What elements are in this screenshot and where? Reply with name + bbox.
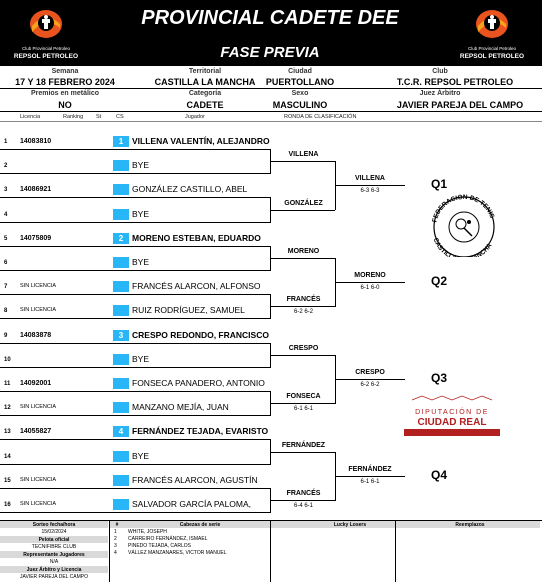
label-sexo: Sexo (291, 90, 309, 97)
bracket-line (270, 210, 335, 211)
draw-position: 16 (4, 502, 11, 508)
qualifier-label: Q1 (431, 177, 448, 192)
player-name: BYE (132, 160, 150, 171)
bracket-line (0, 318, 130, 319)
bracket-line (0, 391, 130, 392)
divider (395, 520, 396, 582)
footer-seed-number: 1 (114, 529, 117, 535)
player-name: FRANCÉS ALARCON, AGUSTÍN (132, 474, 258, 485)
bracket-line (130, 222, 270, 223)
bracket-line (270, 306, 335, 307)
qualifier-name: MORENO (354, 272, 386, 280)
bracket-line (130, 439, 270, 440)
seed-box-empty (113, 160, 129, 171)
round2-score: 6-1 6-1 (360, 478, 380, 485)
bracket-line (335, 282, 405, 283)
pelota-value: TECNIFIBRE CLUB (31, 544, 77, 550)
draw-position: 9 (4, 332, 8, 339)
bracket-line (0, 270, 130, 271)
label-semana: Semana (51, 68, 79, 75)
round1-winner: CRESPO (288, 344, 319, 352)
seed-box-empty (113, 184, 129, 195)
bracket-line (0, 512, 130, 513)
pelota-label: Pelota oficial (38, 537, 70, 543)
col-ronda: RONDA DE CLASIFICACIÓN (284, 114, 357, 120)
logo-caption: REPSOL PETROLEO (13, 53, 79, 60)
value-ciudad: PUERTOLLANO (265, 77, 335, 87)
value-juez: JAVIER PAREJA DEL CAMPO (396, 100, 524, 110)
divider (109, 520, 110, 582)
bracket-line (335, 379, 405, 380)
license-number: SIN LICENCIA (20, 501, 57, 507)
seed-hash-label: # (115, 522, 119, 528)
bracket-line (335, 476, 405, 477)
player-name: VILLENA VALENTÍN, ALEJANDRO (132, 136, 270, 146)
lucky-label: Lucky Losers (333, 522, 367, 528)
footer-seed-name: CARREIRO FERNÁNDEZ, ISMAEL (128, 536, 208, 542)
federacion-badge (420, 193, 508, 257)
bracket-line (130, 149, 270, 150)
value-club: T.C.R. REPSOL PETROLEO (396, 77, 514, 87)
label-ciudad: Ciudad (288, 68, 312, 75)
bracket-line (130, 318, 270, 319)
license-number: 14083878 (20, 331, 52, 339)
sorteo-value: 15/02/2024 (41, 529, 67, 535)
col-ranking: Ranking (63, 114, 84, 120)
bracket-line (335, 185, 405, 186)
diputacion-badge (392, 390, 512, 440)
sorteo-label: Sorteo fecha/hora (32, 522, 76, 528)
value-semana: 17 Y 18 FEBRERO 2024 (15, 77, 115, 87)
draw-position: 12 (4, 405, 11, 412)
rep-label: Representante Jugadores (23, 552, 85, 558)
club-logo-left (6, 2, 86, 66)
bracket-line (0, 222, 130, 223)
bracket-line (270, 355, 335, 356)
qualifier-label: Q2 (431, 274, 448, 289)
cabezas-label: Cabezas de serie (179, 522, 221, 528)
juez-value: JAVIER PAREJA DEL CAMPO (20, 574, 88, 580)
label-club: Club (432, 68, 448, 75)
svg-text:CIUDAD REAL: CIUDAD REAL (417, 417, 487, 428)
bracket-line (0, 294, 130, 295)
value-premios: NO (58, 100, 72, 110)
bracket-line (130, 294, 270, 295)
logo-caption-small: Club Provincial Petroleo (21, 46, 71, 51)
bracket-line (130, 391, 270, 392)
phase-subtitle: FASE PREVIA (220, 44, 320, 61)
license-number: SIN LICENCIA (20, 404, 57, 411)
round1-score: 6-4 6-1 (293, 502, 313, 509)
draw-position: 6 (4, 260, 8, 266)
qualifier-name: VILLENA (355, 175, 385, 183)
footer-seed-number: 2 (114, 536, 117, 542)
round1-winner: FRANCÉS (286, 489, 321, 497)
round1-winner: FERNÁNDEZ (281, 441, 326, 449)
player-name: RUIZ RODRÍGUEZ, SAMUEL (132, 305, 245, 316)
round1-score: 6-2 6-2 (293, 309, 313, 316)
round2-score: 6-2 6-2 (360, 381, 380, 388)
club-logo-right (452, 2, 532, 66)
bracket-line (130, 464, 270, 465)
reemplazos-label: Reemplazos (455, 522, 485, 528)
license-number: 14055827 (20, 428, 52, 436)
round1-score: 6-1 6-1 (293, 406, 313, 413)
bracket-line (270, 452, 335, 453)
draw-position: 13 (4, 429, 11, 436)
player-name: MORENO ESTEBAN, EDUARDO (132, 232, 261, 243)
player-name: FONSECA PANADERO, ANTONIO (132, 378, 265, 388)
player-name: SALVADOR GARCÍA PALOMA, (132, 499, 252, 509)
bracket-line (0, 464, 130, 465)
col-licencia: Licencia (20, 114, 41, 120)
bracket-line (0, 367, 130, 368)
bracket-line (130, 343, 270, 344)
round1-winner: MORENO (287, 247, 320, 255)
round1-winner: FRANCÉS (286, 296, 321, 304)
round2-score: 6-3 6-3 (360, 188, 380, 195)
license-number: SIN LICENCIA (20, 476, 57, 483)
draw-position: 8 (4, 308, 8, 315)
player-name: BYE (132, 450, 150, 461)
round1-winner: GONZÁLEZ (284, 199, 323, 207)
bracket-line (130, 415, 270, 416)
license-number: 14075809 (20, 234, 52, 242)
player-name: BYE (132, 208, 150, 219)
col-cs: CS (116, 114, 124, 120)
seed-box-empty (113, 378, 129, 389)
player-name: FERNÁNDEZ TEJADA, EVARISTO (132, 426, 269, 437)
draw-position: 7 (4, 284, 8, 291)
label-categoria: Categoría (188, 90, 222, 97)
license-number: 14086921 (20, 186, 52, 194)
round2-score: 6-1 6-0 (360, 285, 380, 292)
label-premios: Premios en metálico (30, 90, 100, 97)
bracket-line (0, 246, 130, 247)
logo-caption: REPSOL PETROLEO (459, 53, 525, 60)
player-name: CRESPO REDONDO, FRANCISCO (132, 329, 269, 340)
player-name: BYE (132, 353, 150, 364)
seed-badge: 2 (113, 233, 129, 244)
value-territorial: CASTILLA LA MANCHA (154, 77, 256, 87)
seed-box-empty (113, 499, 129, 510)
qualifier-label: Q4 (431, 467, 448, 482)
player-name: MANZANO MEJÍA, JUAN (132, 402, 229, 413)
divider (0, 88, 542, 89)
draw-position: 3 (4, 187, 8, 194)
seed-badge: 4 (113, 426, 129, 437)
footer-seed-number: 4 (114, 550, 117, 556)
license-number: 14092001 (20, 380, 52, 387)
footer-seed-number: 3 (114, 543, 117, 549)
bracket-line (0, 488, 130, 489)
footer-table (0, 520, 542, 585)
qualifier-label: Q3 (431, 370, 448, 385)
seed-box-empty (113, 402, 129, 413)
rep-value: N/A (49, 559, 59, 565)
bracket-line (0, 343, 130, 344)
bracket-line (130, 270, 270, 271)
bracket-line (0, 415, 130, 416)
draw-position: 2 (4, 163, 8, 170)
svg-text:CASTILLA-LA MANCHA: CASTILL NCHA (431, 237, 494, 257)
draw-position: 15 (4, 477, 11, 484)
draw-position: 1 (4, 139, 8, 145)
draw-position: 14 (4, 453, 11, 460)
bracket-line (130, 173, 270, 174)
seed-box-empty (113, 354, 129, 365)
draw-position: 11 (4, 381, 11, 387)
svg-text:FEDERACION DE TENIS: FEDERACION DE TENIS (431, 193, 496, 224)
tournament-title: PROVINCIAL CADETE DEE (141, 7, 399, 29)
footer-seed-name: WHITE, JOSEPH (128, 529, 167, 535)
value-sexo: MASCULINO (272, 100, 328, 110)
draw-position: 10 (4, 356, 11, 363)
qualifier-name: FERNÁNDEZ (348, 465, 392, 473)
license-number: SIN LICENCIA (20, 307, 57, 314)
bracket-line (130, 197, 270, 198)
divider (0, 121, 542, 122)
bracket-line (270, 161, 335, 162)
bracket-line (130, 512, 270, 513)
header-banner (0, 0, 542, 66)
col-jugador: Jugador (185, 114, 205, 120)
round1-winner: VILLENA (288, 151, 319, 159)
label-juez: Juez Árbitro (419, 90, 461, 97)
seed-box-empty (113, 475, 129, 486)
bracket-line (0, 197, 130, 198)
seed-box-empty (113, 451, 129, 462)
seed-badge: 1 (113, 136, 129, 147)
bracket-line (130, 488, 270, 489)
svg-text:DIPUTACIÓN DE: DIPUTACIÓN DE (415, 409, 489, 416)
bracket-line (130, 246, 270, 247)
diputacion-logo-icon (392, 390, 512, 440)
repsol-flame-icon (472, 2, 512, 44)
value-categoria: CADETE (186, 100, 224, 110)
bracket-line (0, 149, 130, 150)
bracket-line (0, 439, 130, 440)
qualifier-name: CRESPO (355, 368, 385, 376)
divider (0, 111, 542, 112)
col-st: St (96, 114, 102, 120)
seed-box-empty (113, 281, 129, 292)
seed-box-empty (113, 257, 129, 268)
draw-position: 5 (4, 235, 8, 242)
bracket-line (270, 258, 335, 259)
player-name: FRANCÉS ALARCON, ALFONSO (132, 281, 261, 292)
federation-seal-icon (420, 193, 508, 257)
seed-box-empty (113, 209, 129, 220)
divider (270, 520, 271, 582)
bracket-line (270, 500, 335, 501)
bracket-line (130, 367, 270, 368)
round1-winner: FONSECA (286, 393, 321, 401)
license-number: SIN LICENCIA (20, 283, 57, 290)
juez-label: Juez Árbitro y Licencia (26, 567, 82, 573)
bracket-line (270, 403, 335, 404)
logo-caption-small: Club Provincial Petroleo (467, 46, 517, 51)
player-name: GONZÁLEZ CASTILLO, ABEL (132, 184, 248, 195)
footer-seed-name: PINEDO TEJADA, CARLOS (128, 543, 191, 549)
seed-box-empty (113, 305, 129, 316)
license-number: 14083810 (20, 138, 52, 145)
footer-seed-name: VÁLLEZ MANZANARES, VICTOR MANUEL (128, 550, 227, 556)
repsol-flame-icon (26, 2, 66, 44)
player-name: BYE (132, 257, 150, 267)
label-territorial: Territorial (188, 68, 222, 75)
draw-position: 4 (4, 211, 8, 218)
bracket-line (0, 173, 130, 174)
seed-badge: 3 (113, 330, 129, 341)
